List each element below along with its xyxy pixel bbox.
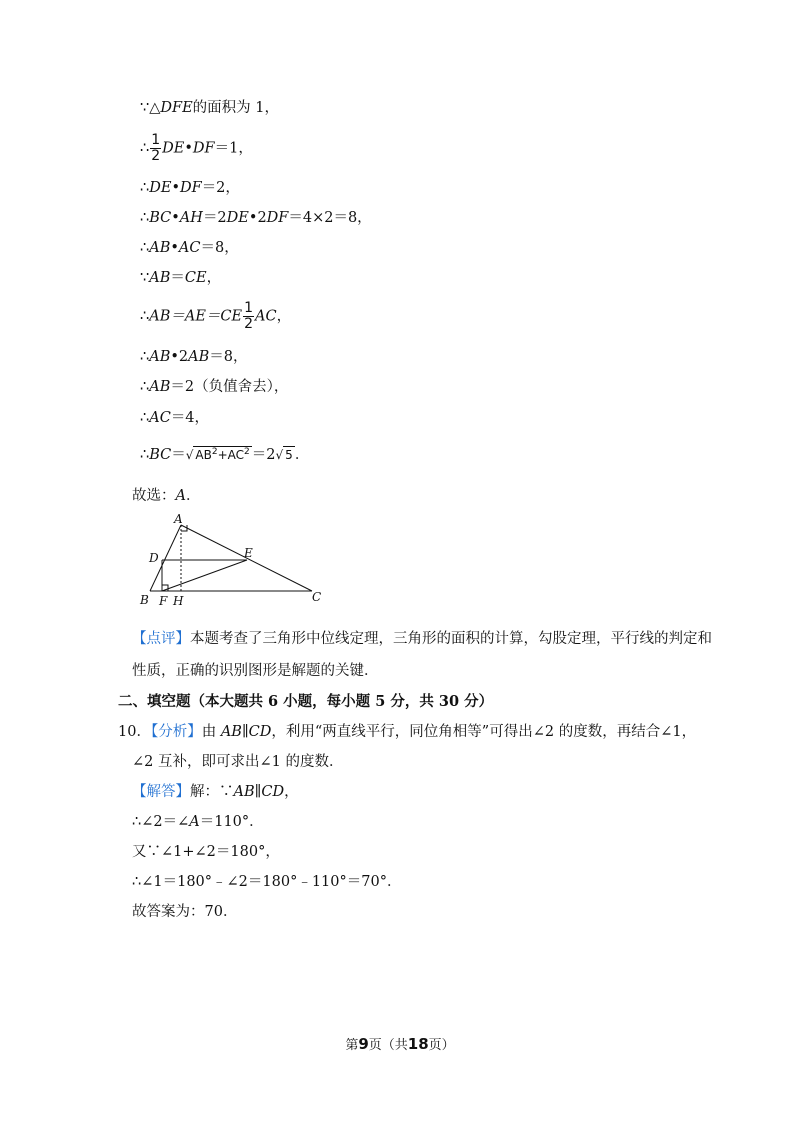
sqrt-expression: √ $AB^2+AC^2$ (185, 447, 250, 462)
answer-tag: 【解答】 (132, 784, 190, 800)
section-title: 二、填空题（本大题共 6 小题，每小题 5 分，共 30 分） (118, 693, 494, 710)
label-d: D (149, 551, 159, 565)
q10-answer-line-2: ∴∠2＝∠A＝110°． (132, 814, 264, 830)
step-line-3: ∴DE•DF＝2， (140, 180, 240, 196)
page-footer: 第9页（共18页） (345, 1035, 455, 1053)
q10-answer-line-3: 又∵∠1+∠2＝180°， (132, 844, 280, 860)
step-line-1: ∵△DFE的面积为 1， (140, 100, 280, 116)
step-line-7: ∴AB＝AE＝CE $\frac{1}{2}$ AC， (140, 300, 292, 332)
triangle-figure (134, 512, 334, 608)
segment-fe (162, 560, 247, 591)
q10-answer-line-5: 故答案为：70． (132, 904, 238, 920)
question-number: 10． (118, 724, 151, 740)
analysis-tag: 【分析】 (150, 724, 202, 740)
page-number: 9 (358, 1035, 369, 1053)
step-line-5: ∴AB•AC＝8， (140, 240, 239, 256)
comment-line-1: 【点评】本题考查了三角形中位线定理，三角形的面积的计算，勾股定理，平行线的判定和 (132, 631, 712, 647)
q10-analysis-line-2: ∠2 互补，即可求出∠1 的度数． (132, 754, 344, 770)
label-c: C (312, 590, 322, 604)
sqrt-five: √ 5 (275, 448, 293, 462)
label-b: B (140, 593, 149, 607)
q10-analysis-line-1: 10．【分析】由 AB∥CD，利用“两直线平行，同位角相等”可得出∠2 的度数，再结合∠1， (118, 724, 697, 740)
answer-choice-line: 故选：A． (132, 488, 201, 504)
page-total: 18 (407, 1035, 429, 1053)
fraction-half: $\frac{1}{2}$ (244, 300, 254, 332)
comment-tag: 【点评】 (132, 631, 190, 647)
fraction-half: $\frac{1}{2}$ (151, 132, 161, 164)
label-f: F (159, 594, 168, 608)
step-line-6: ∵AB＝CE， (140, 270, 222, 286)
label-a: A (174, 512, 183, 526)
step-line-10: ∴AC＝4， (140, 410, 210, 426)
comment-line-2: 性质，正确的识别图形是解题的关键． (132, 663, 379, 679)
step-line-11: ∴BC＝√ $AB^2+AC^2 =2√$ 5 ． (140, 447, 310, 463)
step-line-4: ∴BC•AH＝2DE•2DF＝4×2＝8， (140, 210, 372, 226)
step-line-8: ∴AB•2AB＝8， (140, 349, 248, 365)
q10-answer-line-1: 【解答】解：∵AB∥CD， (132, 784, 299, 800)
label-h: H (173, 594, 184, 608)
q10-answer-line-4: ∴∠1＝180°﹣∠2＝180°﹣110°＝70°． (132, 874, 402, 890)
step-line-9: ∴AB＝2（负值舍去）， (140, 379, 289, 395)
step-line-2: ∴ $\frac{1}{2}$ DE•DF＝1， (140, 132, 253, 164)
label-e: E (244, 546, 253, 560)
